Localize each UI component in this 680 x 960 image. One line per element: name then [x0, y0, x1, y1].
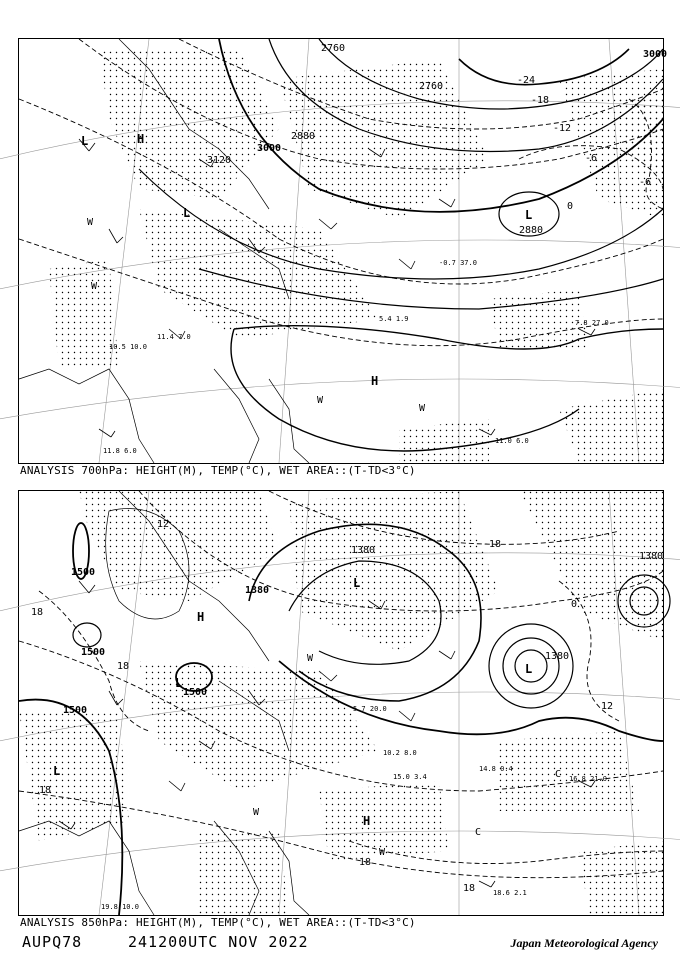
- station-value: 11.0 6.0: [495, 437, 529, 445]
- station-value: 11.4 7.0: [157, 333, 191, 341]
- caption-850hpa: ANALYSIS 850hPa: HEIGHT(M), TEMP(°C), WET AREA::(T-TD<3°C): [20, 916, 416, 929]
- height-label: 1500: [63, 705, 88, 716]
- station-value: 11.8 6.0: [103, 447, 137, 455]
- contour-1500-ring: [73, 623, 101, 647]
- station-value: 14.8 0.4: [479, 765, 513, 773]
- warm-label: W: [87, 217, 94, 228]
- height-label: 1380: [545, 651, 570, 662]
- warm-label: W: [379, 847, 386, 858]
- station-value: -0.7 37.0: [439, 259, 477, 267]
- height-label: 2880: [519, 225, 544, 236]
- temp-label: 18: [39, 785, 52, 796]
- station-value: 10.2 8.0: [383, 749, 417, 757]
- height-label: 1380: [351, 545, 376, 556]
- station-value: 5.4 1.9: [379, 315, 409, 323]
- warm-label: W: [253, 807, 260, 818]
- temp-label: 18: [359, 857, 372, 868]
- analysis-datetime: 241200UTC NOV 2022: [128, 933, 309, 951]
- map-700hpa-svg: [19, 39, 668, 463]
- height-label: 2760: [419, 81, 444, 92]
- station-value: 18.6 2.1: [493, 889, 527, 897]
- height-label: 1500: [71, 567, 96, 578]
- low-label: L: [53, 764, 61, 778]
- low-label: L: [81, 134, 89, 148]
- low-label: L: [183, 206, 191, 220]
- high-label: H: [137, 132, 145, 146]
- station-value: 16.8 21.0: [569, 775, 607, 783]
- height-label: 3000: [257, 143, 282, 154]
- temp-label: 18: [117, 661, 130, 672]
- high-label: H: [363, 814, 371, 828]
- map-850hpa-svg: [19, 491, 663, 915]
- height-label: 2880: [291, 131, 316, 142]
- agency-name: Japan Meteorological Agency: [510, 936, 658, 950]
- map-700hpa: [18, 38, 668, 464]
- temp-label: -6: [639, 177, 652, 188]
- height-label: 3120: [207, 155, 232, 166]
- warm-label: W: [317, 395, 324, 406]
- wet-areas: [49, 49, 663, 463]
- height-label: 1500: [81, 647, 106, 658]
- temp-label: -12: [553, 123, 572, 134]
- temp-label: 12: [157, 519, 170, 530]
- height-label: 1380: [639, 551, 664, 562]
- temp-label: 18: [31, 607, 44, 618]
- height-label: 2760: [321, 43, 346, 54]
- station-value: 5.7 20.0: [353, 705, 387, 713]
- station-value: 10.5 10.0: [109, 343, 147, 351]
- temp-label: -24: [517, 75, 536, 86]
- caption-700hpa: ANALYSIS 700hPa: HEIGHT(M), TEMP(°C), WET AREA::(T-TD<3°C): [20, 464, 416, 477]
- high-label: H: [197, 610, 205, 624]
- height-label: 3000: [643, 49, 668, 60]
- low-label: L: [175, 676, 183, 690]
- temp-label: 0: [571, 599, 578, 610]
- low-label: L: [525, 208, 533, 222]
- low-label: L: [353, 576, 361, 590]
- height-label: 1380: [245, 585, 270, 596]
- station-value: 7.8 27.0: [575, 319, 609, 327]
- temp-label: 0: [567, 201, 574, 212]
- warm-label: W: [91, 281, 98, 292]
- temp-label: -6: [585, 153, 598, 164]
- station-value: 15.0 3.4: [393, 773, 427, 781]
- height-label: 1500: [183, 687, 208, 698]
- station-value: 19.8 10.0: [101, 903, 139, 911]
- temp-label: 12: [601, 701, 614, 712]
- temp-label: -18: [483, 539, 502, 550]
- cold-label: C: [555, 769, 562, 780]
- warm-label: W: [419, 403, 426, 414]
- warm-label: W: [307, 653, 314, 664]
- temp-label: 18: [463, 883, 476, 894]
- temp-label: -18: [531, 95, 550, 106]
- low-label: L: [525, 662, 533, 676]
- product-code: AUPQ78: [22, 933, 83, 951]
- high-label: H: [371, 374, 379, 388]
- map-850hpa: [18, 490, 664, 916]
- cold-label: C: [475, 827, 482, 838]
